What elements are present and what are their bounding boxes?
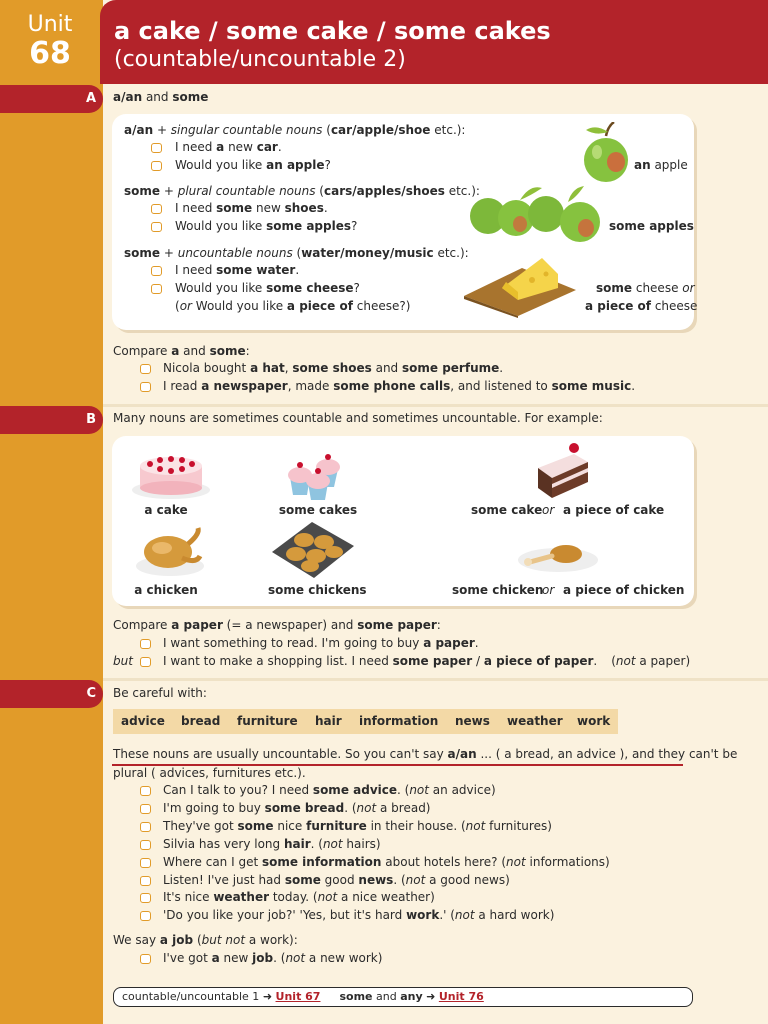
caption-some-cakes: some cakes: [278, 503, 358, 517]
example-line: It's nice weather today. (not a nice weather): [163, 890, 435, 904]
unit-badge: [0, 0, 100, 84]
title-bar: [100, 0, 768, 84]
caption-some-apples: some apples: [609, 219, 694, 233]
example-line: I need a new car.: [175, 140, 282, 154]
cross-reference-bar: countable/uncountable 1 ➜ Unit 67 some and any ➜ Unit 76: [113, 987, 693, 1007]
caption-some-chickens: some chickens: [268, 583, 367, 597]
caption-or: or: [542, 503, 555, 517]
example-line: (or Would you like a piece of cheese?): [175, 299, 411, 313]
caption-piece-of-cheese: a piece of cheese: [585, 299, 698, 313]
bullet-box: [140, 911, 151, 921]
section-c-letter: C: [86, 686, 96, 701]
example-line: Where can I get some information about hotels here? (not informations): [163, 855, 610, 869]
bullet-box: [151, 266, 162, 276]
chickens-illustration: [270, 518, 356, 580]
bullet-box: [140, 657, 151, 667]
bullet-box: [151, 161, 162, 171]
word-bread: bread: [181, 714, 221, 728]
link-unit-76[interactable]: Unit 76: [438, 990, 484, 1003]
example-line: Listen! I've just had some good news. (not a good news): [163, 873, 510, 887]
example-line: I'm going to buy some bread. (not a bread): [163, 801, 431, 815]
arrow-right-icon: ➜: [426, 990, 436, 1003]
apple-illustration: [578, 122, 634, 184]
footer-any: any: [400, 990, 423, 1003]
caption-some-cake: some cake: [471, 503, 543, 517]
bullet-box: [140, 954, 151, 964]
bullet-box: [151, 284, 162, 294]
caption-some-chicken: some chicken: [452, 583, 544, 597]
rule-some-plural: some + plural countable nouns (cars/apples/shoes etc.):: [124, 184, 480, 198]
chicken-illustration: [134, 522, 206, 578]
unit-number: 68: [29, 36, 71, 71]
example-line: I read a newspaper, made some phone calls, and listened to some music.: [163, 379, 636, 393]
word-work: work: [577, 714, 611, 728]
compare-a-some: Compare a and some:: [113, 344, 250, 358]
page-subtitle: (countable/uncountable 2): [114, 47, 406, 72]
caption-piece-of-chicken: a piece of chicken: [563, 583, 685, 597]
cake-illustration: [130, 444, 212, 500]
section-b-letter: B: [86, 412, 96, 427]
arrow-right-icon: ➜: [262, 990, 273, 1003]
uncountable-rule-line-1: These nouns are usually uncountable. So you can't say a/an ... ( a bread, an advice ), and they can't be: [113, 747, 738, 761]
word-advice: advice: [121, 714, 165, 728]
apples-illustration: [468, 182, 608, 246]
section-a-letter: A: [85, 91, 96, 106]
bullet-box: [140, 822, 151, 832]
caption-piece-of-cake: a piece of cake: [563, 503, 665, 517]
bullet-box: [140, 893, 151, 903]
footer-some: some: [339, 990, 373, 1003]
caption-some-cheese: some cheese or: [596, 281, 695, 295]
caption-or: or: [542, 583, 555, 597]
bullet-box: [140, 364, 151, 374]
bullet-box: [151, 222, 162, 232]
bullet-box: [151, 143, 162, 153]
caption-a-cake: a cake: [144, 503, 188, 517]
example-line: Nicola bought a hat, some shoes and some perfume.: [163, 361, 504, 375]
bullet-box: [140, 382, 151, 392]
we-say-a-job: We say a job (but not a work):: [113, 933, 298, 947]
link-unit-67[interactable]: Unit 67: [275, 990, 321, 1003]
bullet-box: [140, 804, 151, 814]
bullet-box: [140, 876, 151, 886]
example-line: Can I talk to you? I need some advice. (not an advice): [163, 783, 496, 797]
example-line: Silvia has very long hair. (not hairs): [163, 837, 381, 851]
rule-a-an: a/an + singular countable nouns (car/apple/shoe etc.):: [124, 123, 466, 137]
word-information: information: [359, 714, 439, 728]
example-line: Would you like some apples?: [175, 219, 358, 233]
cupcakes-illustration: [286, 443, 346, 501]
example-line: I've got a new job. (not a new work): [163, 951, 383, 965]
rule-some-uncountable: some + uncountable nouns (water/money/music etc.):: [124, 246, 469, 260]
page-title: a cake / some cake / some cakes: [114, 17, 551, 45]
word-news: news: [455, 714, 490, 728]
caption-an-apple: an apple: [634, 158, 688, 172]
caption-a-chicken: a chicken: [134, 583, 198, 597]
example-line: Would you like an apple?: [175, 158, 331, 172]
section-b-intro: Many nouns are sometimes countable and sometimes uncountable. For example:: [113, 411, 603, 425]
example-line: I want something to read. I'm going to buy a paper.: [163, 636, 479, 650]
example-line: Would you like some cheese?: [175, 281, 360, 295]
word-furniture: furniture: [237, 714, 298, 728]
word-hair: hair: [315, 714, 342, 728]
cheese-illustration: [462, 250, 578, 318]
section-b-divider: [103, 404, 768, 407]
left-sidebar: [0, 0, 103, 1024]
example-line: 'Do you like your job?' 'Yes, but it's hard work.' (not a hard work): [163, 908, 555, 922]
unit-label: Unit: [27, 12, 73, 37]
but-label: but: [113, 654, 133, 668]
bullet-box: [151, 204, 162, 214]
compare-paper: Compare a paper (= a newspaper) and some paper:: [113, 618, 441, 632]
example-line: I want to make a shopping list. I need some paper / a piece of paper. (not a paper): [163, 654, 691, 668]
bullet-box: [140, 786, 151, 796]
example-line: I need some water.: [175, 263, 300, 277]
word-weather: weather: [507, 714, 563, 728]
bullet-box: [140, 840, 151, 850]
be-careful: Be careful with:: [113, 686, 207, 700]
example-line: They've got some nice furniture in their house. (not furnitures): [163, 819, 552, 833]
section-a-heading: a/an and some: [113, 90, 209, 104]
section-c-divider: [103, 678, 768, 681]
chicken-leg-illustration: [516, 532, 600, 576]
example-line: I need some new shoes.: [175, 201, 328, 215]
cake-slice-illustration: [534, 440, 592, 500]
bullet-box: [140, 639, 151, 649]
footer-text: countable/uncountable 1: [122, 990, 263, 1003]
bullet-box: [140, 858, 151, 868]
uncountable-rule-line-2: plural ( advices, furnitures etc.).: [113, 766, 306, 780]
